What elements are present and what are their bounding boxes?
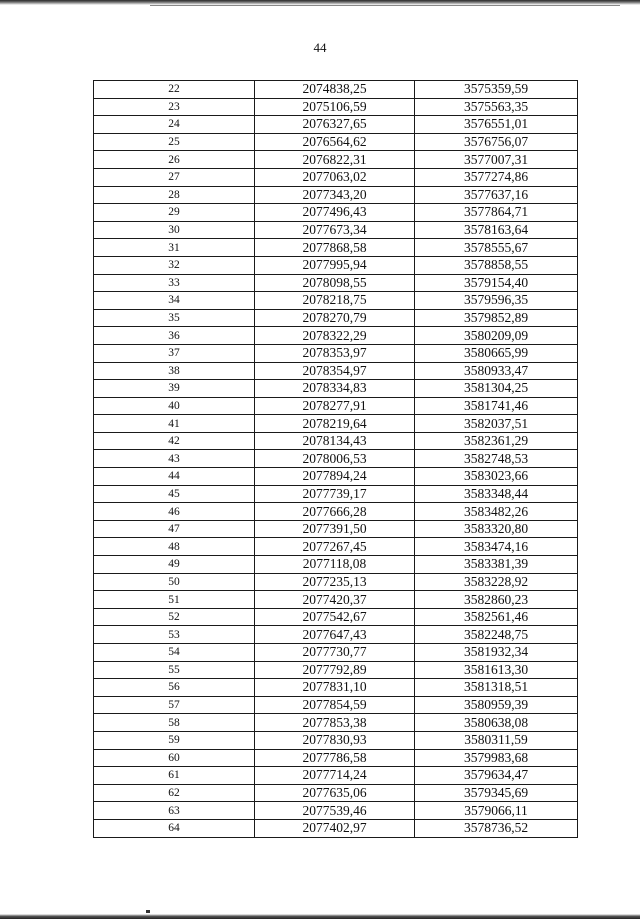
y-coordinate-cell: 3579345,69 bbox=[415, 784, 578, 802]
y-coordinate-cell: 3583381,39 bbox=[415, 556, 578, 574]
point-number-cell: 47 bbox=[94, 520, 255, 538]
x-coordinate-cell: 2077539,46 bbox=[255, 802, 415, 820]
y-coordinate-cell: 3577637,16 bbox=[415, 186, 578, 204]
y-coordinate-cell: 3583228,92 bbox=[415, 573, 578, 591]
table-row bbox=[94, 98, 578, 116]
table-row bbox=[94, 221, 578, 239]
point-number-cell: 52 bbox=[94, 608, 255, 626]
y-coordinate-cell: 3577864,71 bbox=[415, 204, 578, 222]
x-coordinate-cell: 2077542,67 bbox=[255, 608, 415, 626]
point-number-cell: 23 bbox=[94, 98, 255, 116]
point-number-cell: 57 bbox=[94, 696, 255, 714]
table-row bbox=[94, 344, 578, 362]
table-row bbox=[94, 503, 578, 521]
table-row bbox=[94, 380, 578, 398]
x-coordinate-cell: 2077853,38 bbox=[255, 714, 415, 732]
x-coordinate-cell: 2076327,65 bbox=[255, 116, 415, 134]
x-coordinate-cell: 2077666,28 bbox=[255, 503, 415, 521]
x-coordinate-cell: 2077792,89 bbox=[255, 661, 415, 679]
point-number-cell: 24 bbox=[94, 116, 255, 134]
point-number-cell: 44 bbox=[94, 468, 255, 486]
y-coordinate-cell: 3581318,51 bbox=[415, 679, 578, 697]
x-coordinate-cell: 2078219,64 bbox=[255, 415, 415, 433]
x-coordinate-cell: 2077894,24 bbox=[255, 468, 415, 486]
x-coordinate-cell: 2077730,77 bbox=[255, 644, 415, 662]
table-row bbox=[94, 450, 578, 468]
x-coordinate-cell: 2078218,75 bbox=[255, 292, 415, 310]
table-row bbox=[94, 749, 578, 767]
table-row bbox=[94, 714, 578, 732]
y-coordinate-cell: 3579634,47 bbox=[415, 767, 578, 785]
table-row bbox=[94, 784, 578, 802]
table-row bbox=[94, 696, 578, 714]
y-coordinate-cell: 3577274,86 bbox=[415, 168, 578, 186]
x-coordinate-cell: 2078354,97 bbox=[255, 362, 415, 380]
table-row bbox=[94, 327, 578, 345]
point-number-cell: 50 bbox=[94, 573, 255, 591]
y-coordinate-cell: 3577007,31 bbox=[415, 151, 578, 169]
y-coordinate-cell: 3576551,01 bbox=[415, 116, 578, 134]
y-coordinate-cell: 3581741,46 bbox=[415, 397, 578, 415]
table-row bbox=[94, 151, 578, 169]
x-coordinate-cell: 2078098,55 bbox=[255, 274, 415, 292]
point-number-cell: 49 bbox=[94, 556, 255, 574]
x-coordinate-cell: 2077118,08 bbox=[255, 556, 415, 574]
point-number-cell: 56 bbox=[94, 679, 255, 697]
point-number-cell: 55 bbox=[94, 661, 255, 679]
x-coordinate-cell: 2077647,43 bbox=[255, 626, 415, 644]
y-coordinate-cell: 3578736,52 bbox=[415, 819, 578, 837]
point-number-cell: 64 bbox=[94, 819, 255, 837]
y-coordinate-cell: 3581613,30 bbox=[415, 661, 578, 679]
x-coordinate-cell: 2077830,93 bbox=[255, 731, 415, 749]
table-row bbox=[94, 591, 578, 609]
y-coordinate-cell: 3581304,25 bbox=[415, 380, 578, 398]
x-coordinate-cell: 2077831,10 bbox=[255, 679, 415, 697]
y-coordinate-cell: 3583023,66 bbox=[415, 468, 578, 486]
x-coordinate-cell: 2077267,45 bbox=[255, 538, 415, 556]
x-coordinate-cell: 2076822,31 bbox=[255, 151, 415, 169]
table-row bbox=[94, 802, 578, 820]
point-number-cell: 37 bbox=[94, 344, 255, 362]
y-coordinate-cell: 3581932,34 bbox=[415, 644, 578, 662]
x-coordinate-cell: 2077235,13 bbox=[255, 573, 415, 591]
point-number-cell: 43 bbox=[94, 450, 255, 468]
y-coordinate-cell: 3582248,75 bbox=[415, 626, 578, 644]
point-number-cell: 26 bbox=[94, 151, 255, 169]
point-number-cell: 30 bbox=[94, 221, 255, 239]
scan-dot bbox=[146, 910, 150, 913]
coordinates-table bbox=[93, 80, 578, 838]
coordinates-table-body bbox=[94, 81, 578, 838]
x-coordinate-cell: 2077063,02 bbox=[255, 168, 415, 186]
x-coordinate-cell: 2077391,50 bbox=[255, 520, 415, 538]
table-row bbox=[94, 168, 578, 186]
table-row bbox=[94, 644, 578, 662]
point-number-cell: 41 bbox=[94, 415, 255, 433]
point-number-cell: 46 bbox=[94, 503, 255, 521]
y-coordinate-cell: 3583320,80 bbox=[415, 520, 578, 538]
x-coordinate-cell: 2077496,43 bbox=[255, 204, 415, 222]
point-number-cell: 61 bbox=[94, 767, 255, 785]
table-row bbox=[94, 661, 578, 679]
point-number-cell: 60 bbox=[94, 749, 255, 767]
x-coordinate-cell: 2077786,58 bbox=[255, 749, 415, 767]
point-number-cell: 45 bbox=[94, 485, 255, 503]
y-coordinate-cell: 3580933,47 bbox=[415, 362, 578, 380]
y-coordinate-cell: 3579983,68 bbox=[415, 749, 578, 767]
table-row bbox=[94, 520, 578, 538]
x-coordinate-cell: 2077714,24 bbox=[255, 767, 415, 785]
table-row bbox=[94, 81, 578, 99]
y-coordinate-cell: 3575359,59 bbox=[415, 81, 578, 99]
y-coordinate-cell: 3582037,51 bbox=[415, 415, 578, 433]
x-coordinate-cell: 2077995,94 bbox=[255, 256, 415, 274]
table-row bbox=[94, 468, 578, 486]
table-row bbox=[94, 626, 578, 644]
y-coordinate-cell: 3583348,44 bbox=[415, 485, 578, 503]
page-number: 44 bbox=[313, 40, 327, 55]
point-number-cell: 53 bbox=[94, 626, 255, 644]
table-row bbox=[94, 256, 578, 274]
point-number-cell: 48 bbox=[94, 538, 255, 556]
table-row bbox=[94, 819, 578, 837]
table-row bbox=[94, 204, 578, 222]
y-coordinate-cell: 3580209,09 bbox=[415, 327, 578, 345]
table-row bbox=[94, 556, 578, 574]
table-row bbox=[94, 608, 578, 626]
x-coordinate-cell: 2077343,20 bbox=[255, 186, 415, 204]
y-coordinate-cell: 3579066,11 bbox=[415, 802, 578, 820]
y-coordinate-cell: 3578555,67 bbox=[415, 239, 578, 257]
table-row bbox=[94, 415, 578, 433]
x-coordinate-cell: 2075106,59 bbox=[255, 98, 415, 116]
scan-bottom-edge bbox=[0, 914, 640, 919]
point-number-cell: 25 bbox=[94, 133, 255, 151]
table-row bbox=[94, 485, 578, 503]
point-number-cell: 31 bbox=[94, 239, 255, 257]
x-coordinate-cell: 2078006,53 bbox=[255, 450, 415, 468]
table-row bbox=[94, 309, 578, 327]
point-number-cell: 39 bbox=[94, 380, 255, 398]
y-coordinate-cell: 3578163,64 bbox=[415, 221, 578, 239]
point-number-cell: 42 bbox=[94, 432, 255, 450]
x-coordinate-cell: 2077673,34 bbox=[255, 221, 415, 239]
x-coordinate-cell: 2078277,91 bbox=[255, 397, 415, 415]
table-row bbox=[94, 432, 578, 450]
scan-top-mark bbox=[150, 5, 620, 6]
y-coordinate-cell: 3580665,99 bbox=[415, 344, 578, 362]
y-coordinate-cell: 3580638,08 bbox=[415, 714, 578, 732]
x-coordinate-cell: 2077420,37 bbox=[255, 591, 415, 609]
point-number-cell: 22 bbox=[94, 81, 255, 99]
point-number-cell: 28 bbox=[94, 186, 255, 204]
x-coordinate-cell: 2078134,43 bbox=[255, 432, 415, 450]
point-number-cell: 54 bbox=[94, 644, 255, 662]
point-number-cell: 32 bbox=[94, 256, 255, 274]
y-coordinate-cell: 3582561,46 bbox=[415, 608, 578, 626]
point-number-cell: 38 bbox=[94, 362, 255, 380]
x-coordinate-cell: 2078334,83 bbox=[255, 380, 415, 398]
x-coordinate-cell: 2076564,62 bbox=[255, 133, 415, 151]
point-number-cell: 35 bbox=[94, 309, 255, 327]
y-coordinate-cell: 3583474,16 bbox=[415, 538, 578, 556]
point-number-cell: 40 bbox=[94, 397, 255, 415]
x-coordinate-cell: 2077635,06 bbox=[255, 784, 415, 802]
table-row bbox=[94, 538, 578, 556]
table-row bbox=[94, 239, 578, 257]
y-coordinate-cell: 3582361,29 bbox=[415, 432, 578, 450]
point-number-cell: 33 bbox=[94, 274, 255, 292]
y-coordinate-cell: 3583482,26 bbox=[415, 503, 578, 521]
point-number-cell: 62 bbox=[94, 784, 255, 802]
x-coordinate-cell: 2077868,58 bbox=[255, 239, 415, 257]
point-number-cell: 29 bbox=[94, 204, 255, 222]
y-coordinate-cell: 3579154,40 bbox=[415, 274, 578, 292]
x-coordinate-cell: 2077854,59 bbox=[255, 696, 415, 714]
x-coordinate-cell: 2077402,97 bbox=[255, 819, 415, 837]
point-number-cell: 27 bbox=[94, 168, 255, 186]
table-row bbox=[94, 679, 578, 697]
table-row bbox=[94, 731, 578, 749]
table-row bbox=[94, 767, 578, 785]
table-row bbox=[94, 573, 578, 591]
y-coordinate-cell: 3576756,07 bbox=[415, 133, 578, 151]
point-number-cell: 34 bbox=[94, 292, 255, 310]
table-row bbox=[94, 133, 578, 151]
point-number-cell: 63 bbox=[94, 802, 255, 820]
y-coordinate-cell: 3575563,35 bbox=[415, 98, 578, 116]
table-row bbox=[94, 274, 578, 292]
y-coordinate-cell: 3580311,59 bbox=[415, 731, 578, 749]
table-row bbox=[94, 397, 578, 415]
y-coordinate-cell: 3582748,53 bbox=[415, 450, 578, 468]
point-number-cell: 58 bbox=[94, 714, 255, 732]
point-number-cell: 59 bbox=[94, 731, 255, 749]
point-number-cell: 36 bbox=[94, 327, 255, 345]
table-row bbox=[94, 116, 578, 134]
x-coordinate-cell: 2078270,79 bbox=[255, 309, 415, 327]
x-coordinate-cell: 2077739,17 bbox=[255, 485, 415, 503]
x-coordinate-cell: 2074838,25 bbox=[255, 81, 415, 99]
table-row bbox=[94, 362, 578, 380]
x-coordinate-cell: 2078322,29 bbox=[255, 327, 415, 345]
y-coordinate-cell: 3579596,35 bbox=[415, 292, 578, 310]
point-number-cell: 51 bbox=[94, 591, 255, 609]
y-coordinate-cell: 3582860,23 bbox=[415, 591, 578, 609]
y-coordinate-cell: 3579852,89 bbox=[415, 309, 578, 327]
y-coordinate-cell: 3580959,39 bbox=[415, 696, 578, 714]
table-row bbox=[94, 292, 578, 310]
table-row bbox=[94, 186, 578, 204]
x-coordinate-cell: 2078353,97 bbox=[255, 344, 415, 362]
y-coordinate-cell: 3578858,55 bbox=[415, 256, 578, 274]
